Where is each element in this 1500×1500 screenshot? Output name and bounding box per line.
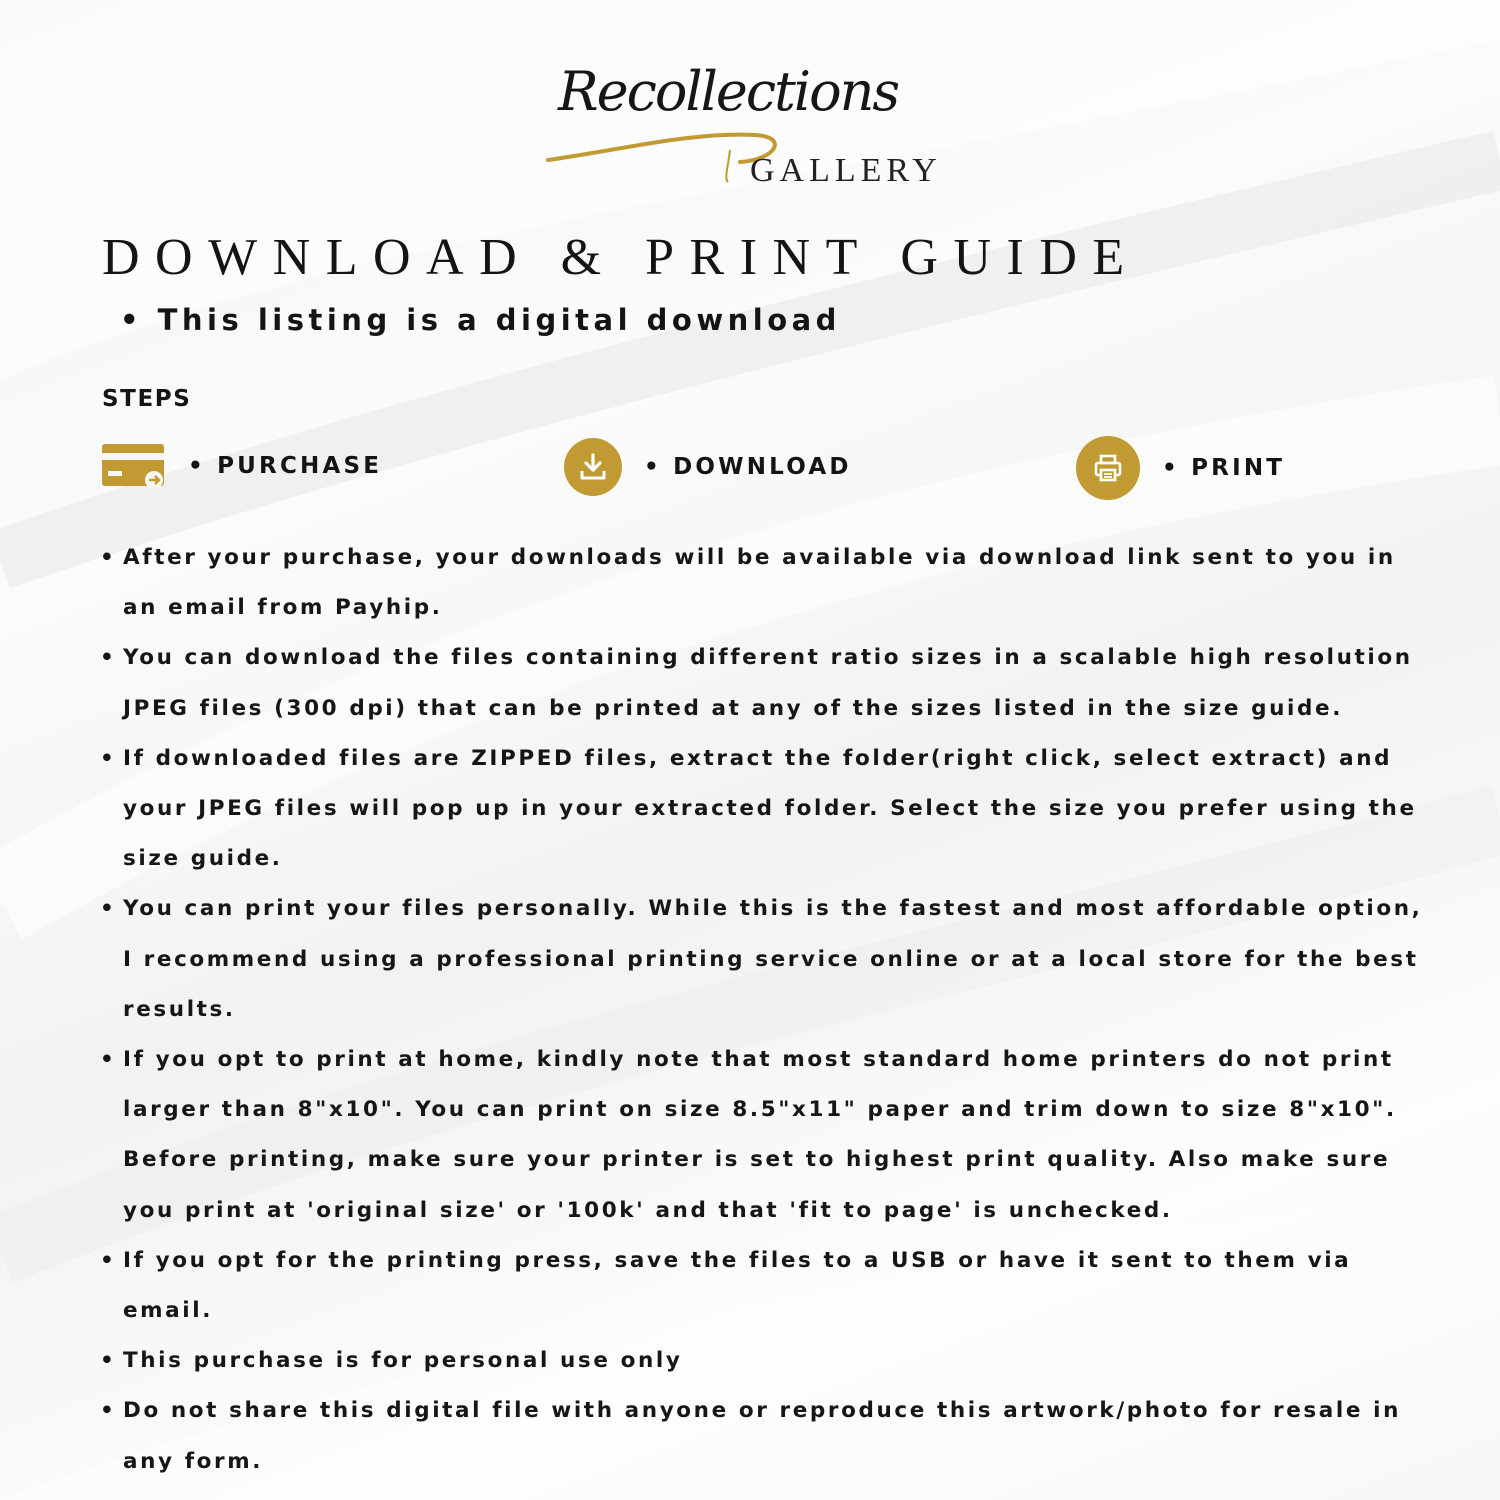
instruction-item: • This purchase is for personal use only — [100, 1336, 1440, 1386]
step-download-label: • DOWNLOAD — [644, 454, 852, 480]
instruction-item: • Do not share this digital file with anyone or reproduce this artwork/photo for resale in any form. — [100, 1386, 1440, 1486]
step-download — [564, 438, 852, 496]
page-title: DOWNLOAD & PRINT GUIDE — [102, 229, 1140, 286]
step-print — [1076, 436, 1285, 500]
instructions-list — [100, 533, 1440, 1487]
download-icon — [564, 438, 622, 496]
step-print-label: • PRINT — [1162, 455, 1286, 481]
instruction-item: • If you opt for the printing press, save the files to a USB or have it sent to them via email. — [100, 1236, 1440, 1336]
step-purchase-label: • PURCHASE — [188, 453, 383, 479]
instruction-item: • You can download the files containing different ratio sizes in a scalable high resolution JPEG files (300 dpi) that can be printed at any of the sizes listed in the size guide. — [100, 633, 1440, 733]
logo-gallery-text: GALLERY — [750, 152, 942, 189]
instruction-item: • If you opt to print at home, kindly note that most standard home printers do not print larger than 8"x10". You can print on size 8.5"x11" paper and trim down to size 8"x10". Before printing, make sure your printer is set to highest print quality. Also make sure you print at 'original size' or '100k' and that 'fit to page' is unchecked. — [100, 1035, 1440, 1236]
steps-heading: STEPS — [102, 386, 192, 412]
brand-logo — [540, 50, 960, 200]
logo-script-text: Recollections — [558, 60, 899, 123]
step-purchase — [102, 444, 382, 488]
instruction-item: • If downloaded files are ZIPPED files, extract the folder(right click, select extract) and your JPEG files will pop up in your extracted folder. Select the size you prefer using the size guide. — [100, 734, 1440, 885]
instruction-item: • You can print your files personally. While this is the fastest and most affordable option, I recommend using a professional printing service online or at a local store for the best results. — [100, 884, 1440, 1035]
instruction-item: • After your purchase, your downloads will be available via download link sent to you in an email from Payhip. — [100, 533, 1440, 633]
credit-card-icon — [102, 444, 166, 488]
page-subtitle: • This listing is a digital download — [120, 303, 841, 337]
printer-icon — [1076, 436, 1140, 500]
